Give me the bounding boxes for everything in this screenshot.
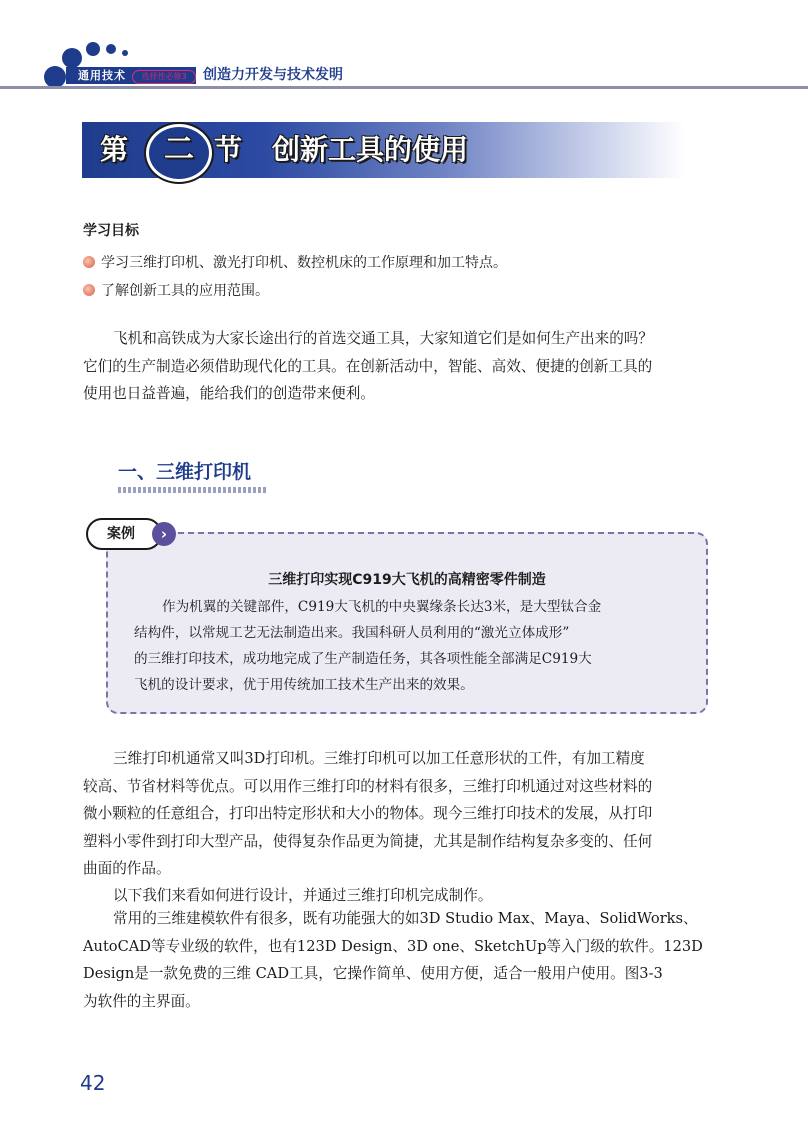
chevron-right-icon: ›	[152, 522, 176, 546]
page-number: 42	[80, 1071, 106, 1095]
banner-title: 创新工具的使用	[272, 133, 469, 166]
subsection-underline	[118, 487, 266, 493]
case-body	[134, 594, 686, 698]
header-dot-medium	[86, 42, 100, 56]
objective-text: 学习三维打印机、激光打印机、数控机床的工作原理和加工特点。	[101, 255, 507, 271]
objective-item	[83, 281, 269, 301]
text-line: Design是一款免费的三维 CAD工具，它操作简单、使用方便，适合一般用户使用。图3-3	[83, 965, 663, 982]
text-line: 为软件的主界面。	[83, 992, 200, 1010]
text-line: 塑料小零件到打印大型产品，使得复杂作品更为简捷，尤其是制作结构复杂多变的、任何	[83, 832, 653, 850]
body-paragraph-1	[83, 745, 713, 883]
header-dot-tiny	[122, 50, 128, 56]
section-banner	[82, 122, 684, 178]
header-chapter-title: 创造力开发与技术发明	[203, 67, 343, 83]
header-rule	[0, 86, 808, 89]
banner-suffix: 节	[214, 133, 243, 166]
banner-number: 二	[164, 132, 194, 167]
text-line: 的三维打印技术，成功地完成了生产制造任务，其各项性能全部满足C919大	[134, 651, 592, 667]
case-title: 三维打印实现C919大飞机的高精密零件制造	[268, 572, 546, 588]
objective-item	[83, 253, 507, 273]
header-volume-badge: 选择性必修3	[132, 70, 196, 84]
text-line: 微小颗粒的任意组合，打印出特定形状和大小的物体。现今三维打印技术的发展，从打印	[83, 805, 653, 822]
header-dot-left	[44, 66, 66, 88]
text-line: 使用也日益普遍，能给我们的创造带来便利。	[83, 385, 375, 402]
bullet-icon	[83, 256, 95, 268]
objective-text: 了解创新工具的应用范围。	[101, 283, 269, 299]
body-paragraph-3	[83, 905, 713, 1015]
header-dot-small	[106, 44, 116, 54]
header-dot-large	[62, 48, 82, 68]
objectives-heading: 学习目标	[83, 223, 139, 239]
text-line: 它们的生产制造必须借助现代化的工具。在创新活动中，智能、高效、便捷的创新工具的	[83, 357, 653, 375]
text-line: 曲面的作品。	[83, 860, 171, 877]
case-tab-label: 案例	[107, 526, 135, 542]
text-line: 以下我们来看如何进行设计，并通过三维打印机完成制作。	[113, 887, 493, 904]
text-line: 三维打印机通常又叫3D打印机。三维打印机可以加工任意形状的工件，有加工精度	[113, 750, 645, 767]
running-header	[0, 0, 808, 100]
banner-prefix: 第	[100, 133, 129, 166]
text-line: 常用的三维建模软件有很多，既有功能强大的如3D Studio Max、Maya、SolidWorks、	[113, 910, 698, 927]
text-line: 飞机的设计要求，优于用传统加工技术生产出来的效果。	[134, 677, 474, 693]
case-tab	[86, 518, 176, 552]
bullet-icon	[83, 284, 95, 296]
text-line: 飞机和高铁成为大家长途出行的首选交通工具，大家知道它们是如何生产出来的吗？	[113, 330, 653, 347]
header-book-title: 通用技术	[78, 69, 126, 82]
text-line: AutoCAD等专业级的软件，也有123D Design、3D one、SketchUp等入门级的软件。123D	[83, 937, 703, 955]
subsection-heading: 一、三维打印机	[118, 461, 252, 483]
text-line: 结构件，以常规工艺无法制造出来。我国科研人员利用的“激光立体成形”	[134, 625, 570, 641]
intro-paragraph	[83, 325, 713, 408]
text-line: 较高、节省材料等优点。可以用作三维打印的材料有很多，三维打印机通过对这些材料的	[83, 777, 653, 795]
text-line: 作为机翼的关键部件，C919大飞机的中央翼缘条长达3米，是大型钛合金	[162, 599, 602, 615]
